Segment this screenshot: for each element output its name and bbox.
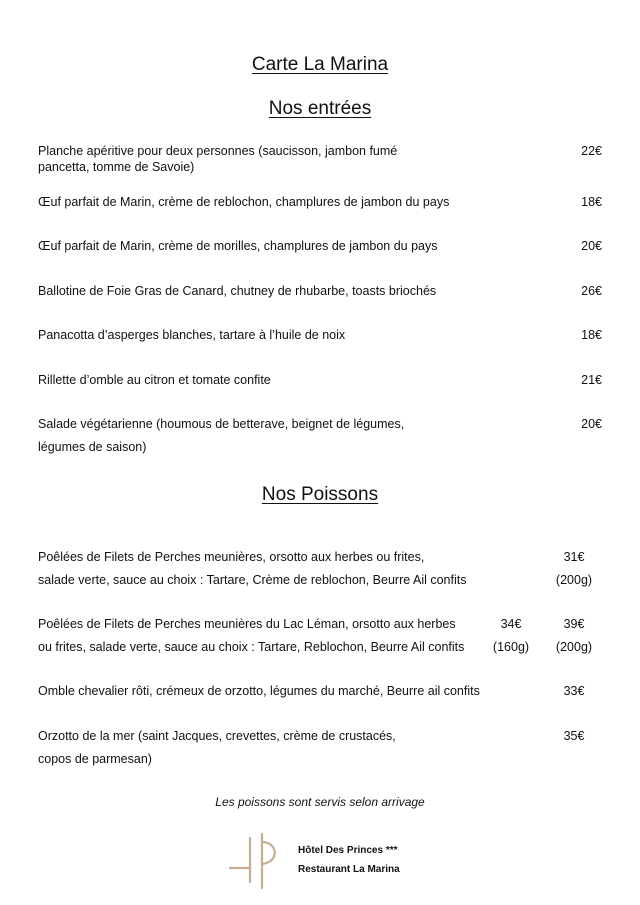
entree-item: Panacotta d’asperges blanches, tartare à l’huile de noix	[38, 328, 346, 342]
entree-item-line1: Planche apéritive pour deux personnes (saucisson, jambon fumé	[38, 144, 398, 158]
hotel-logo	[228, 832, 288, 890]
poisson-size-small: (160g)	[492, 640, 530, 654]
entree-item: Rillette d’omble au citron et tomate confite	[38, 373, 271, 387]
entree-price: 18€	[581, 328, 602, 342]
poisson-price-value: 31€	[563, 550, 585, 564]
footer-hotel-name: Hôtel Des Princes ***	[298, 845, 398, 856]
entree-item-line1: Salade végétarienne (houmous de betterave, beignet de légumes,	[38, 417, 405, 431]
poisson-price-small	[488, 616, 534, 656]
section-heading-entrees: Nos entrées	[268, 98, 372, 119]
entree-price: 22€	[581, 144, 602, 158]
entree-item	[38, 416, 404, 456]
entree-price: 20€	[581, 417, 602, 431]
entree-price: 18€	[581, 195, 602, 209]
entree-item-line2: légumes de saison)	[38, 440, 147, 454]
entree-item-line2: pancetta, tomme de Savoie)	[38, 160, 195, 174]
poisson-price	[552, 549, 596, 589]
entree-item	[38, 143, 397, 175]
poisson-size: (200g)	[555, 640, 593, 654]
poisson-item-line2: salade verte, sauce au choix : Tartare, Crème de reblochon, Beurre Ail confits	[38, 573, 467, 587]
poisson-price: 33€	[563, 684, 585, 698]
poisson-item-line2: ou frites, salade verte, sauce au choix : Tartare, Reblochon, Beurre Ail confits	[38, 640, 465, 654]
poisson-item-line1: Poêlées de Filets de Perches meunières du Lac Léman, orsotto aux herbes	[38, 617, 456, 631]
entree-item: Œuf parfait de Marin, crème de morilles, champlures de jambon du pays	[38, 239, 438, 253]
menu-title: Carte La Marina	[251, 54, 389, 75]
arrival-note: Les poissons sont servis selon arrivage	[215, 795, 425, 809]
poisson-item: Omble chevalier rôti, crémeux de orzotto, légumes du marché, Beurre ail confits	[38, 684, 480, 698]
poisson-item-line1: Poêlées de Filets de Perches meunières, orsotto aux herbes ou frites,	[38, 550, 425, 564]
poisson-item	[38, 728, 396, 768]
poisson-price	[552, 616, 596, 656]
hp-monogram-icon	[228, 832, 288, 890]
entree-price: 20€	[581, 239, 602, 253]
poisson-price: 35€	[563, 729, 585, 743]
poisson-item-line1: Orzotto de la mer (saint Jacques, crevettes, crème de crustacés,	[38, 729, 396, 743]
section-heading-poissons: Nos Poissons	[261, 484, 379, 505]
entree-item: Œuf parfait de Marin, crème de reblochon, champlures de jambon du pays	[38, 195, 450, 209]
poisson-item	[38, 616, 464, 656]
entree-price: 21€	[581, 373, 602, 387]
poisson-item-line2: copos de parmesan)	[38, 752, 152, 766]
entree-item: Ballotine de Foie Gras de Canard, chutney de rhubarbe, toasts briochés	[38, 284, 437, 298]
poisson-price-value: 39€	[563, 617, 585, 631]
poisson-size: (200g)	[555, 573, 593, 587]
poisson-item	[38, 549, 466, 589]
poisson-price-small-value: 34€	[500, 617, 522, 631]
entree-price: 26€	[581, 284, 602, 298]
footer-restaurant-name: Restaurant La Marina	[298, 864, 400, 875]
